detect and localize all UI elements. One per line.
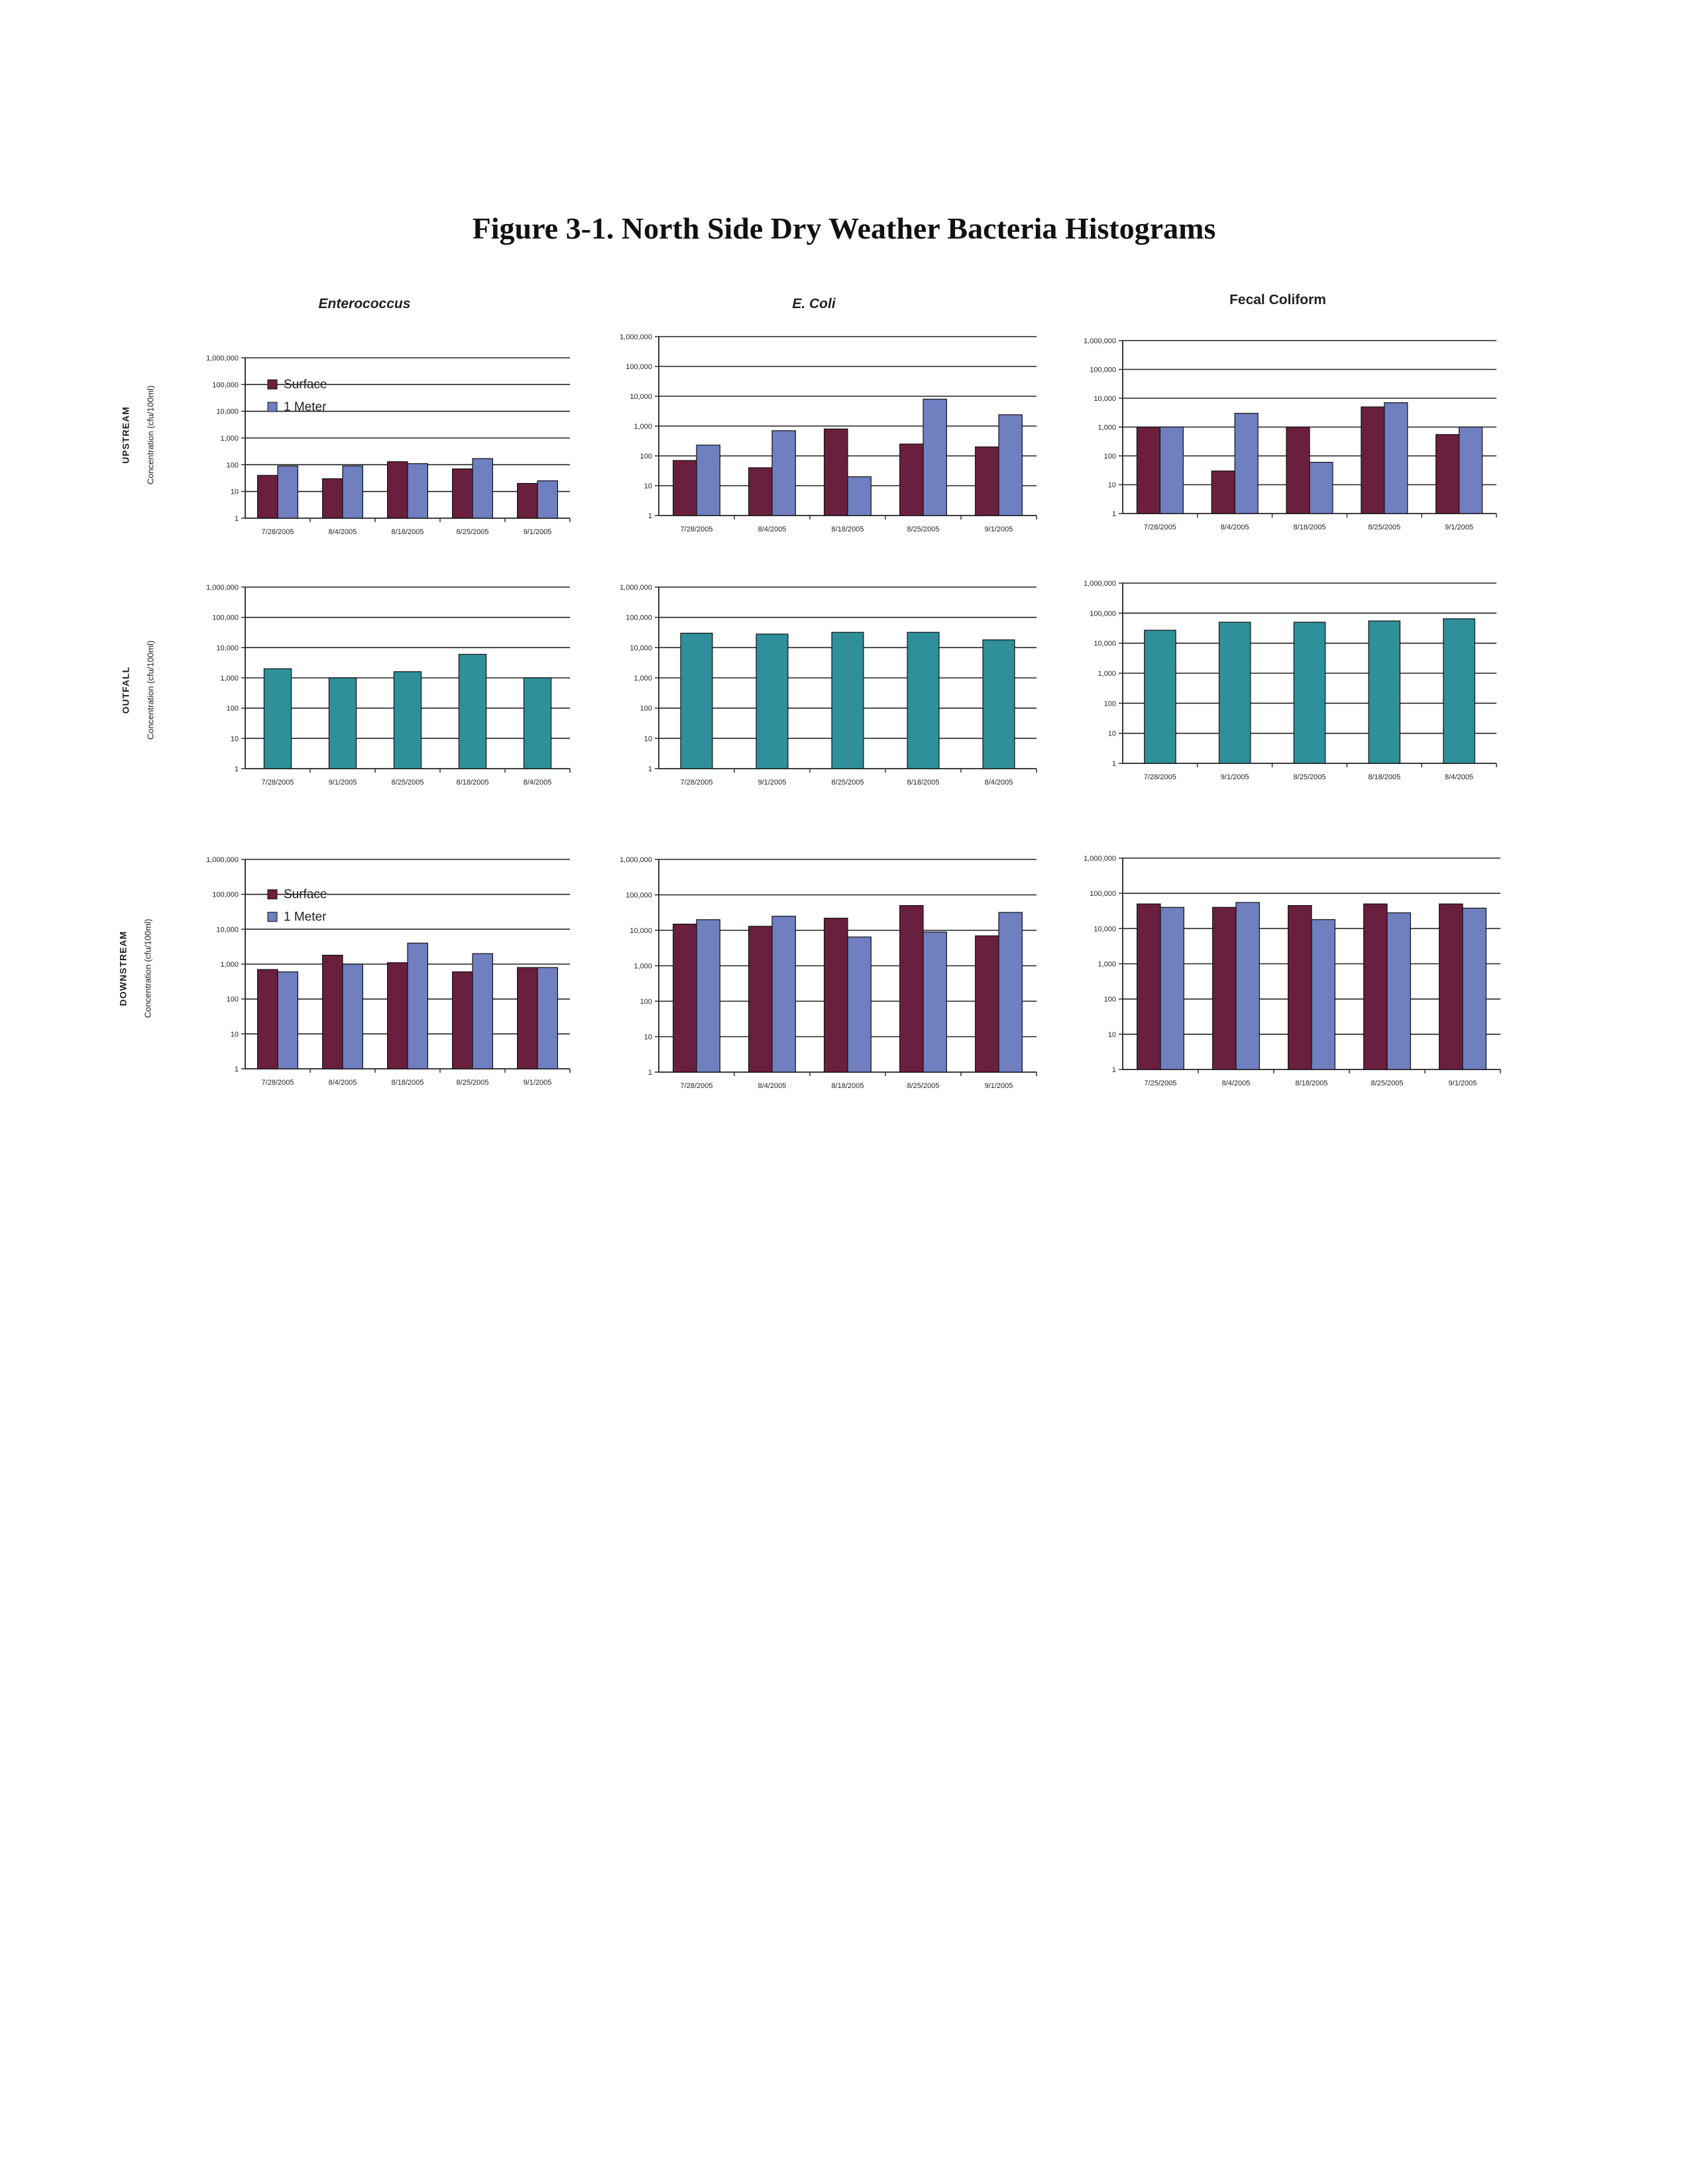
x-tick-label: 8/4/2005 [1445, 773, 1474, 781]
x-tick-label: 8/25/2005 [1371, 1079, 1404, 1087]
x-tick-label: 7/28/2005 [261, 1079, 294, 1087]
x-tick-label: 8/18/2005 [831, 525, 864, 533]
x-tick-label: 8/4/2005 [984, 779, 1013, 787]
x-tick-label: 8/25/2005 [1293, 773, 1326, 781]
y-tick-label: 100,000 [1090, 610, 1116, 618]
y-tick-label: 100 [1103, 700, 1116, 708]
y-tick-label: 10 [1107, 481, 1116, 490]
y-tick-label: 100 [226, 995, 239, 1004]
y-axis-label: Concentration (cfu/100ml) [145, 385, 156, 485]
y-tick-label: 1,000 [220, 435, 239, 443]
y-tick-label: 1 [234, 1065, 239, 1073]
x-tick-label: 8/18/2005 [1295, 1079, 1328, 1087]
y-tick-label: 10,000 [1094, 639, 1116, 648]
bar-surface [1137, 904, 1160, 1069]
y-tick-label: 100 [226, 704, 239, 713]
x-tick-label: 9/1/2005 [523, 1079, 552, 1087]
x-tick-label: 8/4/2005 [1220, 523, 1249, 531]
x-tick-label: 7/28/2005 [1143, 773, 1176, 781]
y-tick-label: 100 [226, 461, 239, 470]
y-tick-label: 10,000 [1094, 395, 1116, 403]
y-tick-label: 1 [1111, 760, 1116, 768]
y-tick-label: 10,000 [630, 927, 652, 935]
y-tick-label: 1,000,000 [620, 584, 652, 592]
x-tick-label: 9/1/2005 [984, 1082, 1013, 1090]
y-tick-label: 1,000,000 [620, 856, 652, 864]
x-tick-label: 8/18/2005 [391, 528, 424, 536]
y-tick-label: 1,000 [1097, 960, 1116, 969]
y-tick-label: 1 [647, 765, 652, 773]
bar-surface [1364, 904, 1387, 1069]
x-tick-label: 8/25/2005 [456, 1079, 489, 1087]
y-tick-label: 1,000 [220, 675, 239, 682]
y-tick-label: 10,000 [1094, 925, 1116, 934]
x-tick-label: 8/4/2005 [758, 1082, 787, 1090]
y-tick-label: 1,000,000 [1084, 337, 1116, 345]
x-tick-label: 7/28/2005 [1143, 523, 1176, 531]
x-tick-label: 8/4/2005 [758, 525, 787, 533]
x-tick-label: 8/4/2005 [523, 779, 552, 787]
x-tick-label: 8/4/2005 [1221, 1079, 1251, 1087]
bar-1-meter [1312, 920, 1335, 1069]
figure-title: Figure 3-1. North Side Dry Weather Bacteria Histograms [472, 211, 1216, 245]
x-tick-label: 7/25/2005 [1144, 1079, 1177, 1087]
x-tick-label: 8/25/2005 [1368, 523, 1401, 531]
y-tick-label: 1,000,000 [206, 584, 239, 592]
legend-label: Surface [284, 887, 327, 902]
legend-label: 1 Meter [284, 910, 327, 924]
x-tick-label: 9/1/2005 [1220, 773, 1249, 781]
bar-surface [1288, 906, 1312, 1069]
y-tick-label: 100 [1103, 995, 1116, 1004]
y-axis-label: Concentration (cfu/100ml) [145, 640, 156, 740]
x-tick-label: 7/28/2005 [261, 779, 294, 787]
column-title-enterococcus: Enterococcus [318, 296, 411, 311]
x-tick-label: 7/28/2005 [680, 779, 713, 787]
row-name: DOWNSTREAM [117, 930, 129, 1007]
x-tick-label: 8/25/2005 [456, 528, 489, 536]
y-tick-label: 100 [640, 704, 652, 713]
row-name: OUTFALL [120, 666, 131, 714]
y-tick-label: 10,000 [630, 644, 652, 653]
y-tick-label: 10 [644, 482, 652, 490]
y-tick-label: 100 [640, 998, 652, 1006]
x-tick-label: 9/1/2005 [1445, 523, 1474, 531]
y-tick-label: 1 [1111, 510, 1116, 518]
y-tick-label: 10 [1107, 730, 1116, 738]
y-tick-label: 10,000 [216, 644, 239, 653]
y-tick-label: 10 [230, 735, 239, 743]
x-tick-label: 8/18/2005 [907, 779, 940, 787]
y-tick-label: 100,000 [212, 614, 239, 622]
y-tick-label: 100 [640, 453, 652, 461]
y-tick-label: 1,000,000 [620, 333, 652, 341]
bar-1-meter [1236, 902, 1259, 1069]
y-tick-label: 100,000 [212, 891, 239, 899]
y-tick-label: 100,000 [1090, 890, 1116, 899]
bar-1-meter [1160, 907, 1184, 1069]
legend-label: Surface [284, 378, 327, 392]
y-axis-label: Concentration (cfu/100ml) [142, 918, 153, 1018]
y-tick-label: 100 [1103, 453, 1116, 461]
y-tick-label: 100,000 [212, 381, 239, 390]
y-tick-label: 1,000 [634, 423, 652, 431]
bar-1-meter [1387, 913, 1410, 1069]
y-tick-label: 10 [230, 488, 239, 496]
y-tick-label: 1,000 [1097, 423, 1116, 432]
x-tick-label: 8/25/2005 [907, 1082, 940, 1090]
bar-1-meter [1463, 908, 1486, 1069]
x-tick-label: 9/1/2005 [1448, 1079, 1477, 1087]
y-tick-label: 100,000 [626, 614, 652, 622]
x-tick-label: 8/4/2005 [328, 528, 357, 536]
legend-label: 1 Meter [284, 400, 327, 415]
y-tick-label: 10 [644, 1033, 652, 1042]
row-name: UPSTREAM [120, 406, 131, 464]
y-tick-label: 10,000 [630, 393, 652, 401]
y-tick-label: 1 [234, 765, 239, 773]
y-tick-label: 10,000 [216, 926, 239, 934]
x-tick-label: 7/28/2005 [261, 528, 294, 536]
y-tick-label: 1,000 [634, 675, 652, 682]
y-tick-label: 1,000 [634, 962, 652, 971]
column-title-fecal-coliform: Fecal Coliform [1229, 292, 1326, 307]
y-tick-label: 1,000,000 [206, 355, 239, 362]
y-tick-label: 1 [647, 512, 652, 520]
x-tick-label: 8/18/2005 [831, 1082, 864, 1090]
y-tick-label: 10 [644, 735, 652, 743]
x-tick-label: 8/25/2005 [907, 525, 940, 533]
x-tick-label: 7/28/2005 [680, 525, 713, 533]
x-tick-label: 7/28/2005 [680, 1082, 713, 1090]
x-tick-label: 8/4/2005 [328, 1079, 357, 1087]
bar-surface [1439, 904, 1463, 1069]
y-tick-label: 1 [1111, 1066, 1116, 1074]
y-tick-label: 100,000 [1090, 366, 1116, 374]
y-tick-label: 1 [647, 1069, 652, 1077]
y-tick-label: 1,000 [1097, 670, 1116, 678]
y-tick-label: 1,000,000 [1084, 855, 1116, 863]
x-tick-label: 9/1/2005 [758, 779, 787, 787]
x-tick-label: 8/18/2005 [1368, 773, 1401, 781]
y-tick-label: 10,000 [216, 408, 239, 416]
y-tick-label: 1,000 [220, 961, 239, 969]
y-tick-label: 10 [230, 1030, 239, 1039]
y-tick-label: 1 [234, 515, 239, 523]
y-tick-label: 1,000,000 [1084, 580, 1116, 588]
x-tick-label: 9/1/2005 [523, 528, 552, 536]
x-tick-label: 8/18/2005 [456, 779, 489, 787]
x-tick-label: 8/25/2005 [831, 779, 864, 787]
y-tick-label: 10 [1107, 1030, 1116, 1039]
x-tick-label: 8/18/2005 [1293, 523, 1326, 531]
x-tick-label: 9/1/2005 [984, 525, 1013, 533]
y-tick-label: 100,000 [626, 363, 652, 371]
x-tick-label: 8/18/2005 [391, 1079, 424, 1087]
x-tick-label: 8/25/2005 [391, 779, 424, 787]
y-tick-label: 100,000 [626, 891, 652, 900]
x-tick-label: 9/1/2005 [328, 779, 357, 787]
y-tick-label: 1,000,000 [206, 856, 239, 864]
bar-surface [1213, 907, 1236, 1069]
column-title-e-coli: E. Coli [792, 296, 836, 311]
